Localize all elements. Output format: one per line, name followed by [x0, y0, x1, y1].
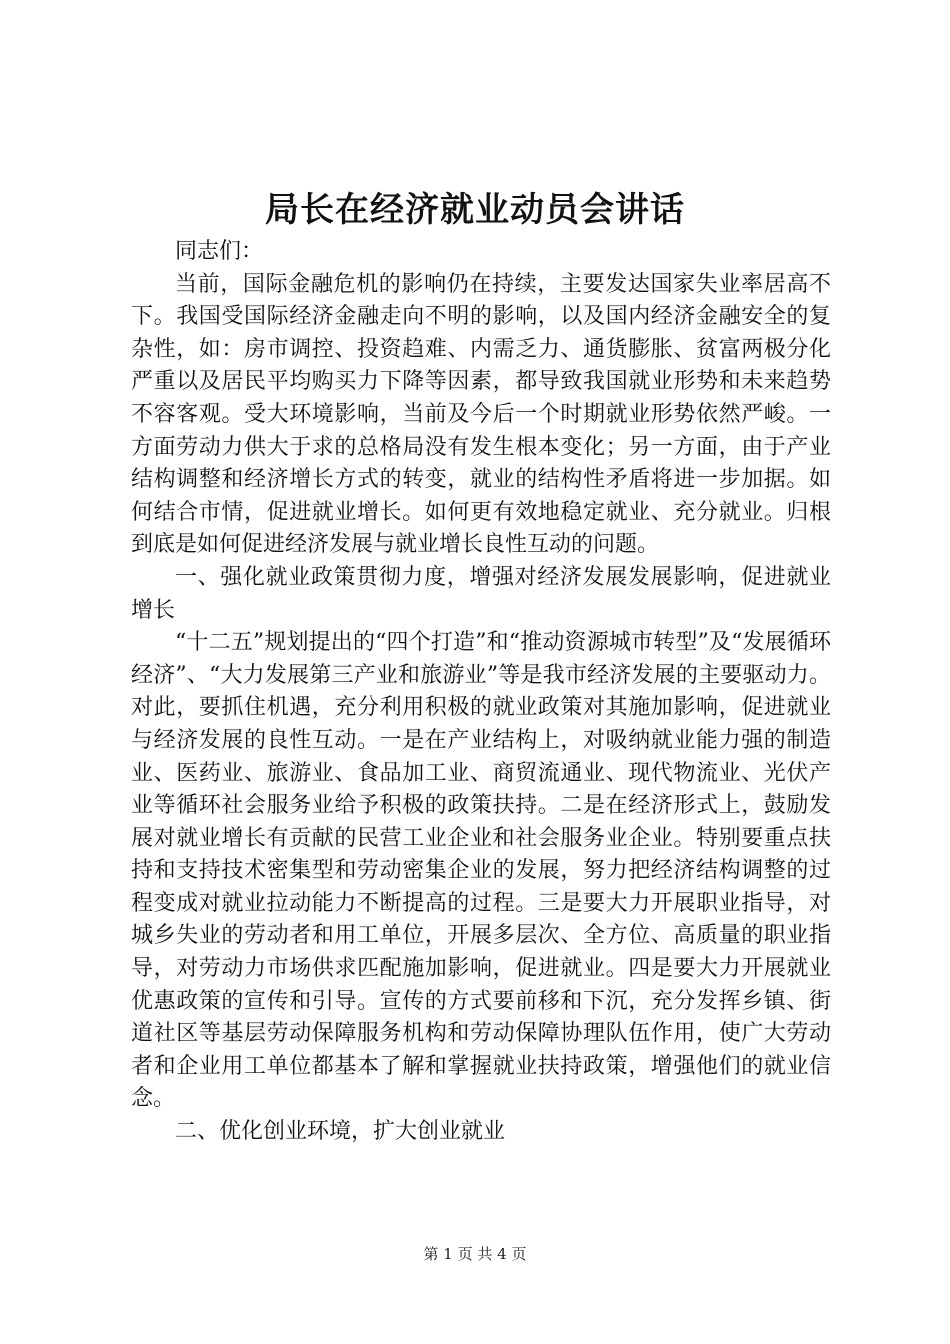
page-footer: 第 1 页 共 4 页 — [423, 1245, 527, 1263]
section-heading: 二、优化创业环境，扩大创业就业 — [175, 1119, 506, 1145]
document-title: 局长在经济就业动员会讲话 — [265, 190, 685, 230]
salutation-paragraph: 同志们： — [175, 239, 264, 264]
body-paragraph: “十二五”规划提出的“四个打造”和“推动资源城市转型”及“发展循环经济”、“大力发展第三产业和旅游业”等是我市经济发展的主要驱动力。对此，要抓住机遇，充分利用积极的就业政策对其施加影响，促进就业与经济发展的良性互动。一是在产业结构上，对吸纳就业能力强的制造业、医药业、旅游业、食品加工业、商贸流通业、现代物流业、光伏产业等循环社会服务业给予积极的政策扶持。二是在经济形式上，鼓励发展对就业增长有贡献的民营工业企业和社会服务业企业。特别要重点扶持和支持技术密集型和劳动密集企业的发展，努力把经济结构调整的过程变成对就业拉动能力不断提高的过程。三是要大力开展职业指导，对城乡失业的劳动者和用工单位，开展多层次、全方位、高质量的职业指导，对劳动力市场供求匹配施加影响，促进就业。四是要大力开展就业优惠政策的宣传和引导。宣传的方式要前移和下沉，充分发挥乡镇、街道社区等基层劳动保障服务机构和劳动保障协理队伍作用，使广大劳动者和企业用工单位都基本了解和掌握就业扶持政策，增强他们的就业信念。 — [131, 630, 831, 1112]
body-paragraph: 当前，国际金融危机的影响仍在持续，主要发达国家失业率居高不下。我国受国际经济金融走向不明的影响，以及国内经济金融安全的复杂性，如：房市调控、投资趋难、内需乏力、通货膨胀、贫富两极分化严重以及居民平均购买力下降等因素，都导致我国就业形势和未来趋势不容客观。受大环境影响，当前及今后一个时期就业形势依然严峻。一方面劳动力供大于求的总格局没有发生根本变化；另一方面，由于产业结构调整和经济增长方式的转变，就业的结构性矛盾将进一步加据。如何结合市情，促进就业增长。如何更有效地稳定就业、充分就业。归根到底是如何促进经济发展与就业增长良性互动的问题。 — [131, 271, 831, 558]
section-heading: 一、强化就业政策贯彻力度，增强对经济发展发展影响，促进就业增长 — [131, 564, 831, 623]
document-body — [131, 236, 831, 1149]
